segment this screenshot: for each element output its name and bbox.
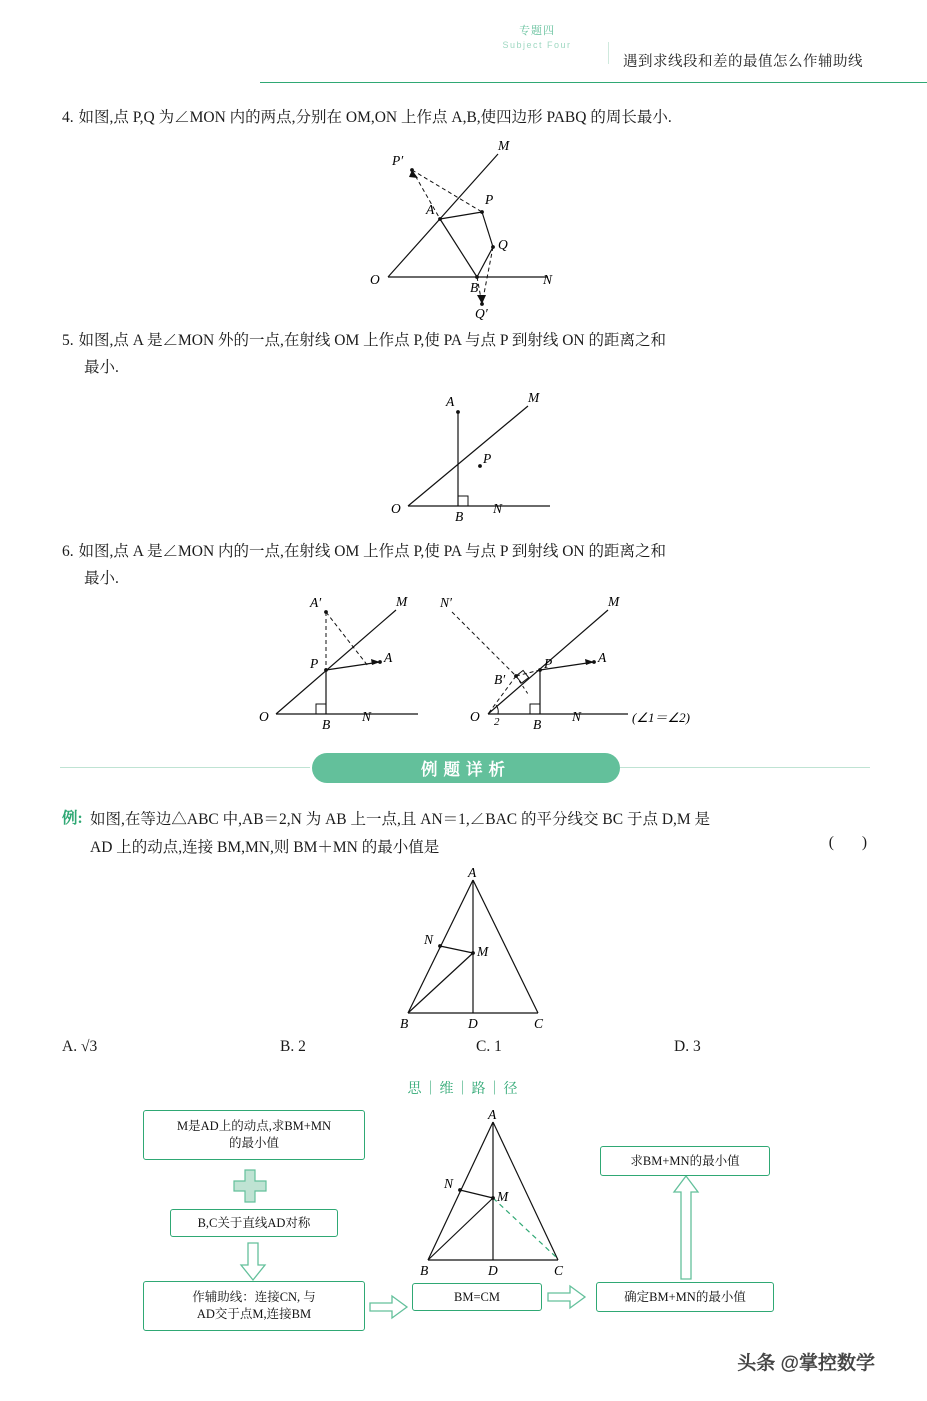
flow-arrow-up xyxy=(673,1176,699,1280)
label-m: M xyxy=(498,138,510,153)
label-n: N xyxy=(493,501,503,516)
example-body xyxy=(90,806,880,862)
question-5 xyxy=(62,327,872,354)
label-angle-2: 2 xyxy=(494,716,500,728)
label-n-prime: N′ xyxy=(440,595,452,610)
label-n: N xyxy=(572,709,582,724)
label-b: B xyxy=(322,717,331,732)
example-line2: AD 上的动点,连接 BM,MN,则 BM＋MN 的最小值是 xyxy=(90,839,440,856)
flow-box-4-label: BM=CM xyxy=(454,1289,500,1304)
flow-arrow-right-1 xyxy=(370,1295,408,1319)
choice-b-key: B. xyxy=(280,1038,295,1055)
flow-box-2-label: B,C关于直线AD对称 xyxy=(197,1215,311,1230)
label-p-prime: P′ xyxy=(392,153,404,168)
label-b: B xyxy=(420,1263,429,1278)
flow-box-5 xyxy=(596,1282,774,1312)
flow-box-5-label: 确定BM+MN的最小值 xyxy=(624,1289,746,1304)
label-b: B xyxy=(533,717,542,732)
question-5-line2: 最小. xyxy=(84,359,119,376)
header-title: 遇到求线段和差的最值怎么作辅助线 xyxy=(623,54,863,70)
label-b: B xyxy=(455,509,464,524)
question-6-line2: 最小. xyxy=(84,570,119,587)
label-c: C xyxy=(534,1016,544,1031)
label-m: M xyxy=(477,944,489,959)
choice-a-key: A. xyxy=(62,1038,78,1055)
label-a: A xyxy=(426,202,435,217)
question-5-line2-wrap xyxy=(84,354,119,381)
question-5-index: 5. xyxy=(62,332,74,349)
label-c: C xyxy=(554,1263,564,1278)
flow-box-1-line1: M是AD上的动点,求BM+MN xyxy=(177,1119,331,1133)
flow-plus-icon xyxy=(232,1168,268,1204)
question-4 xyxy=(62,104,872,131)
choice-d[interactable] xyxy=(674,1038,701,1056)
label-a: A xyxy=(598,650,607,665)
label-p: P xyxy=(485,192,494,207)
watermark: 头条 @掌控数学 xyxy=(737,1353,875,1374)
question-4-text: 如图,点 P,Q 为∠MON 内的两点,分别在 OM,ON 上作点 A,B,使四边形 PABQ 的周长最小. xyxy=(78,109,672,126)
label-d: D xyxy=(488,1263,498,1278)
flow-box-1-line2: 的最小值 xyxy=(228,1136,279,1150)
question-6 xyxy=(62,538,872,565)
label-a: A xyxy=(446,394,455,409)
figure-example xyxy=(370,865,590,1033)
label-b: B xyxy=(470,280,479,295)
label-p: P xyxy=(544,656,553,671)
question-6-line2-wrap xyxy=(84,565,119,592)
label-o: O xyxy=(259,709,269,724)
example-label: 例: xyxy=(62,810,83,827)
label-m: M xyxy=(497,1189,509,1204)
example-line1: 如图,在等边△ABC 中,AB＝2,N 为 AB 上一点,且 AN＝1,∠BAC 的平分线交 BC 于点 D,M 是 xyxy=(90,811,711,828)
choice-d-value: 3 xyxy=(692,1038,701,1055)
figure-note: (∠1＝∠2) xyxy=(632,710,690,725)
label-o: O xyxy=(370,272,380,287)
label-n: N xyxy=(444,1176,454,1191)
label-q: Q xyxy=(498,237,508,252)
banner-rule-right xyxy=(620,767,870,768)
figure-q6-left xyxy=(250,592,440,732)
figure-thinking xyxy=(390,1108,610,1283)
figure-q4 xyxy=(330,132,610,321)
label-n: N xyxy=(424,932,434,947)
label-a-prime: A′ xyxy=(310,595,322,610)
example-answer-paren: ( ) xyxy=(828,834,879,851)
label-n: N xyxy=(362,709,372,724)
header-subject-tag xyxy=(477,22,597,50)
flow-box-3-line2: AD交于点M,连接BM xyxy=(196,1307,312,1321)
label-d: D xyxy=(468,1016,478,1031)
label-p: P xyxy=(483,451,492,466)
thinking-title: 思｜维｜路｜径 xyxy=(407,1080,520,1096)
label-b: B xyxy=(400,1016,409,1031)
label-q-prime: Q′ xyxy=(475,306,488,321)
label-n: N xyxy=(543,272,553,287)
label-m: M xyxy=(528,390,540,405)
question-6-index: 6. xyxy=(62,543,74,560)
flow-box-2 xyxy=(170,1209,338,1237)
choice-c-key: C. xyxy=(476,1038,491,1055)
section-banner xyxy=(60,753,870,783)
header-divider xyxy=(608,42,609,64)
banner-rule-left xyxy=(60,767,310,768)
choice-b-value: 2 xyxy=(298,1038,306,1055)
label-a: A xyxy=(384,650,393,665)
label-p: P xyxy=(310,656,319,671)
flow-arrow-down xyxy=(240,1243,266,1281)
banner-label: 例题详析 xyxy=(421,761,511,779)
page-header xyxy=(0,0,927,82)
header-rule xyxy=(260,82,927,83)
flow-arrow-right-2 xyxy=(548,1285,586,1309)
label-a: A xyxy=(488,1107,497,1122)
header-subject-cn: 专题四 xyxy=(519,25,555,37)
banner-pill xyxy=(312,753,620,783)
flow-box-3 xyxy=(143,1281,365,1331)
choice-b[interactable] xyxy=(280,1038,306,1056)
question-6-line1: 如图,点 A 是∠MON 内的一点,在射线 OM 上作点 P,使 PA 与点 P 到射线 ON 的距离之和 xyxy=(78,543,666,560)
choice-c-value: 1 xyxy=(494,1038,502,1055)
flow-box-4 xyxy=(412,1283,542,1311)
choice-a[interactable] xyxy=(62,1038,97,1056)
choice-c[interactable] xyxy=(476,1038,502,1056)
label-b-prime: B′ xyxy=(494,672,506,687)
label-a: A xyxy=(468,865,477,880)
figure-q6-right xyxy=(432,592,690,732)
label-m: M xyxy=(396,594,408,609)
label-o: O xyxy=(391,501,401,516)
flow-box-1 xyxy=(143,1110,365,1160)
question-5-line1: 如图,点 A 是∠MON 外的一点,在射线 OM 上作点 P,使 PA 与点 P 到射线 ON 的距离之和 xyxy=(78,332,666,349)
header-subject-en: Subject Four xyxy=(502,40,572,50)
choice-a-value: √3 xyxy=(80,1038,98,1055)
label-o: O xyxy=(470,709,480,724)
label-m: M xyxy=(608,594,620,609)
flow-box-6-label: 求BM+MN的最小值 xyxy=(630,1153,740,1168)
question-4-index: 4. xyxy=(62,109,74,126)
figure-q5 xyxy=(380,388,580,523)
flow-box-6 xyxy=(600,1146,770,1176)
choice-d-key: D. xyxy=(674,1038,690,1055)
flow-box-3-line1: 作辅助线：连接CN, 与 xyxy=(192,1290,316,1304)
